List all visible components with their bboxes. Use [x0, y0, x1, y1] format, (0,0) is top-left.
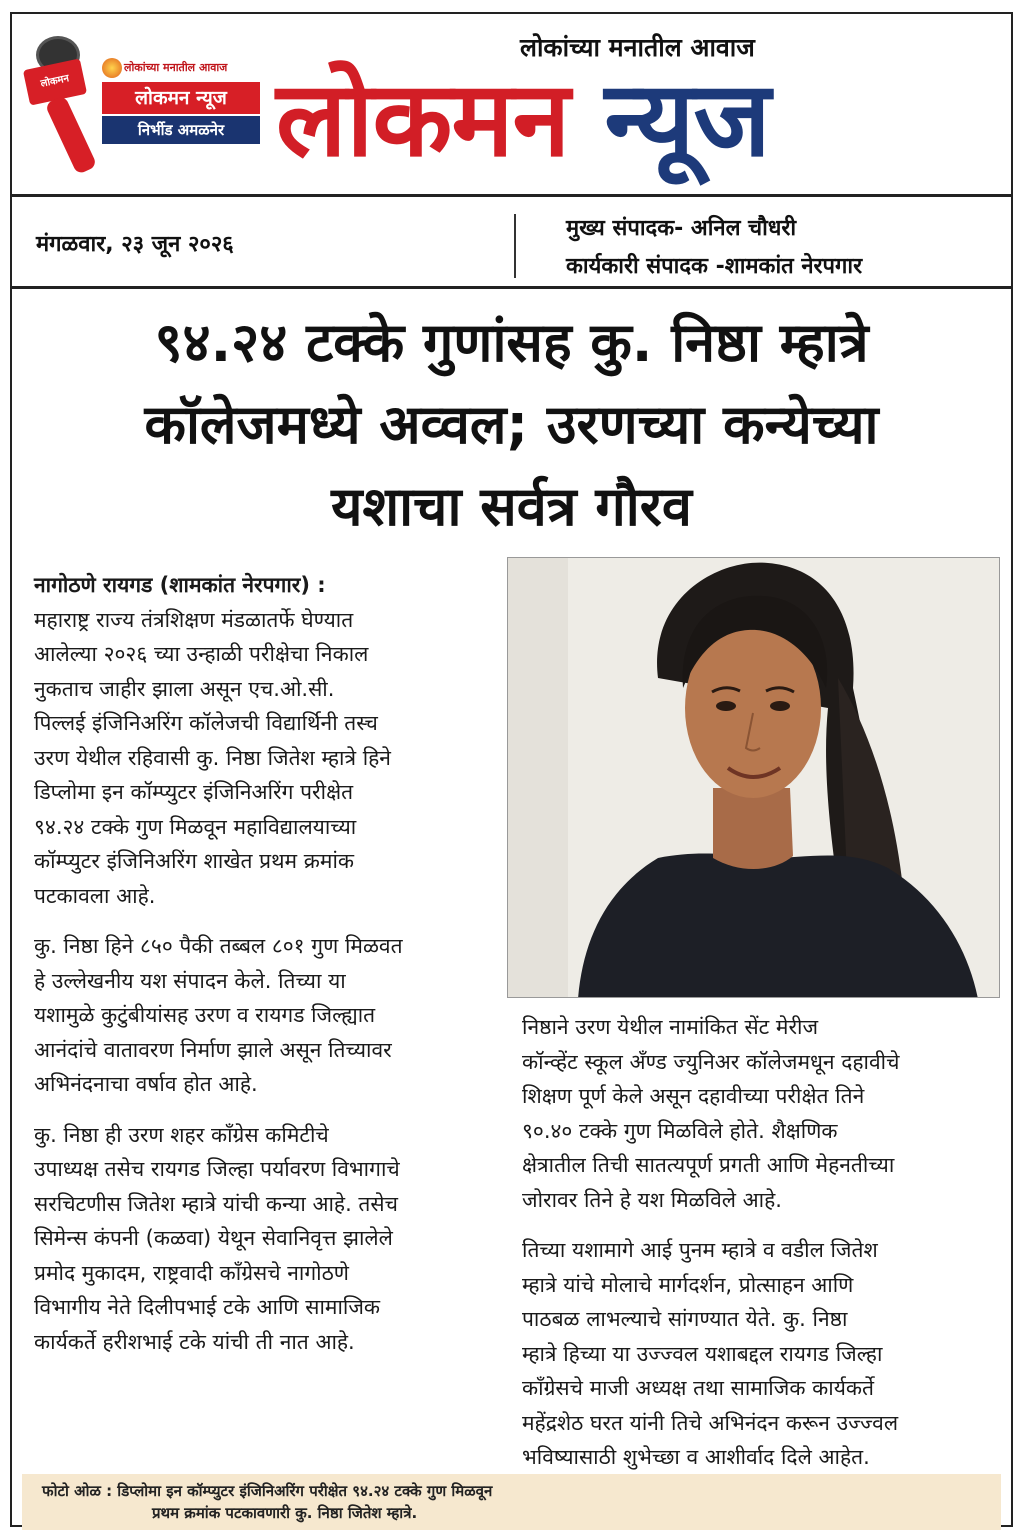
mic-flag: लोकमन [23, 58, 87, 105]
mic-handle [45, 95, 98, 175]
body-line: भविष्यासाठी शुभेच्छा व आशीर्वाद दिले आहेत. [522, 1445, 870, 1469]
divider-middle [12, 286, 1011, 289]
logo-tagline: लोकांच्या मनातील आवाज [124, 61, 228, 74]
article-dateline: नागोठणे रायगड (शामकांत नेरपगार) : [34, 573, 326, 597]
info-separator [514, 214, 516, 278]
body-line: म्हात्रे यांचे मोलाचे मार्गदर्शन, प्रोत्साहन आणि [522, 1272, 854, 1297]
body-line: कॉन्व्हेंट स्कूल अँण्ड ज्युनिअर कॉलेजमधून दहावीचे [522, 1049, 900, 1074]
body-line: क्षेत्रातील तिची सातत्यपूर्ण प्रगती आणि मेहनतीच्या [522, 1153, 895, 1177]
body-line: उरण येथील रहिवासी कु. निष्ठा जितेश म्हात्रे हिने [34, 745, 391, 770]
body-line: कार्यकर्ते हरीशभाई टके यांची ती नात आहे. [34, 1329, 355, 1354]
body-line: अभिनंदनाचा वर्षाव होत आहे. [34, 1072, 258, 1096]
body-line: डिप्लोमा इन कॉम्प्युटर इंजिनिअरिंग परीक्षेत [34, 780, 354, 804]
masthead-tagline: लोकांच्या मनातील आवाज [520, 33, 755, 62]
body-line: आलेल्या २०२६ च्या उन्हाळी परीक्षेचा निकाल [34, 642, 369, 666]
newspaper-title [276, 54, 1000, 184]
body-line: महेंद्रशेठ घरत यांनी तिचे अभिनंदन करून उज्ज्वल [522, 1410, 899, 1435]
body-line: सरचिटणीस जितेश म्हात्रे यांची कन्या आहे. तसेच [34, 1191, 398, 1216]
caption-line: फोटो ओळ : डिप्लोमा इन कॉम्प्युटर इंजिनिअरिंग परीक्षेत ९४.२४ टक्के गुण मिळवून [42, 1482, 493, 1500]
article-photo [507, 557, 1000, 998]
body-line: कु. निष्ठा ही उरण शहर कॉंग्रेस कमिटीचे [34, 1122, 329, 1147]
body-line: पाठबळ लाभल्याचे सांगण्यात येते. कु. निष्ठा [522, 1307, 848, 1331]
body-line: कॉंग्रेसचे माजी अध्यक्ष तथा सामाजिक कार्यकर्ते [522, 1376, 874, 1400]
body-line: तिच्या यशामागे आई पुनम म्हात्रे व वडील जितेश [522, 1238, 878, 1262]
body-line: सिमेन्स कंपनी (कळवा) येथून सेवानिवृत्त झालेले [34, 1226, 393, 1250]
photo-caption [22, 1474, 1001, 1530]
body-line: कॉम्प्युटर इंजिनिअरिंग शाखेत प्रथम क्रमांक [34, 849, 355, 873]
logo-subtitle: निर्भीड अमळनेर [102, 116, 260, 144]
body-line: पटकावला आहे. [34, 883, 156, 908]
body-line: नुकताच जाहीर झाला असून एच.ओ.सी. [34, 676, 335, 701]
article-headline [30, 302, 993, 548]
headline-line: कॉलेजमध्ये अव्वल; उरणच्या कन्येच्या [144, 393, 879, 456]
article-column-left [34, 568, 504, 1359]
lamp-icon [102, 58, 122, 78]
body-line: ९०.४० टक्के गुण मिळविले होते. शैक्षणिक [522, 1118, 838, 1143]
title-part-red: लोकमन [276, 58, 570, 180]
issue-date: मंगळवार, २३ जून २०२६ [36, 232, 234, 257]
headline-line: यशाचा सर्वत्र गौरव [331, 475, 692, 538]
title-part-blue: न्यूज [604, 58, 770, 180]
body-line: निष्ठाने उरण येथील नामांकित सेंट मेरीज [522, 1015, 819, 1039]
body-line: आनंदांचे वातावरण निर्माण झाले असून तिच्यावर [34, 1037, 392, 1062]
body-line: विभागीय नेते दिलीपभाई टके आणि सामाजिक [34, 1295, 381, 1319]
brand-logo [22, 26, 262, 171]
body-line: जोरावर तिने हे यश मिळविले आहे. [522, 1187, 782, 1212]
body-line: कु. निष्ठा हिने ८५० पैकी तब्बल ८०१ गुण मिळवत [34, 934, 403, 958]
portrait-illustration [508, 558, 1000, 998]
body-line: यशामुळे कुटुंबीयांसह उरण व रायगड जिल्ह्यात [34, 1003, 376, 1027]
body-line: म्हात्रे हिच्या या उज्ज्वल यशाबद्दल रायगड जिल्हा [522, 1341, 883, 1366]
body-line: महाराष्ट्र राज्य तंत्रशिक्षण मंडळातर्फे घेण्यात [34, 607, 354, 632]
body-line: उपाध्यक्ष तसेच रायगड जिल्हा पर्यावरण विभागाचे [34, 1157, 400, 1181]
body-line: प्रमोद मुकादम, राष्ट्रवादी कॉंग्रेसचे नागोठणे [34, 1260, 349, 1285]
body-line: पिल्लई इंजिनिअरिंग कॉलेजची विद्यार्थिनी तस्च [34, 711, 378, 735]
article-column-right [522, 1010, 992, 1475]
executive-editor: कार्यकारी संपादक -शामकांत नेरपगार [566, 254, 863, 279]
logo-name: लोकमन न्यूज [102, 82, 260, 114]
body-line: हे उल्लेखनीय यश संपादन केले. तिच्या या [34, 968, 346, 993]
chief-editor: मुख्य संपादक- अनिल चौधरी [566, 216, 797, 241]
divider-top [12, 194, 1011, 197]
body-line: शिक्षण पूर्ण केले असून दहावीच्या परीक्षेत तिने [522, 1084, 865, 1108]
caption-line: प्रथम क्रमांक पटकावणारी कु. निष्ठा जितेश म्हात्रे. [152, 1504, 418, 1522]
headline-line: ९४.२४ टक्के गुणांसह कु. निष्ठा म्हात्रे [154, 311, 869, 374]
body-line: ९४.२४ टक्के गुण मिळवून महाविद्यालयाच्या [34, 814, 357, 839]
